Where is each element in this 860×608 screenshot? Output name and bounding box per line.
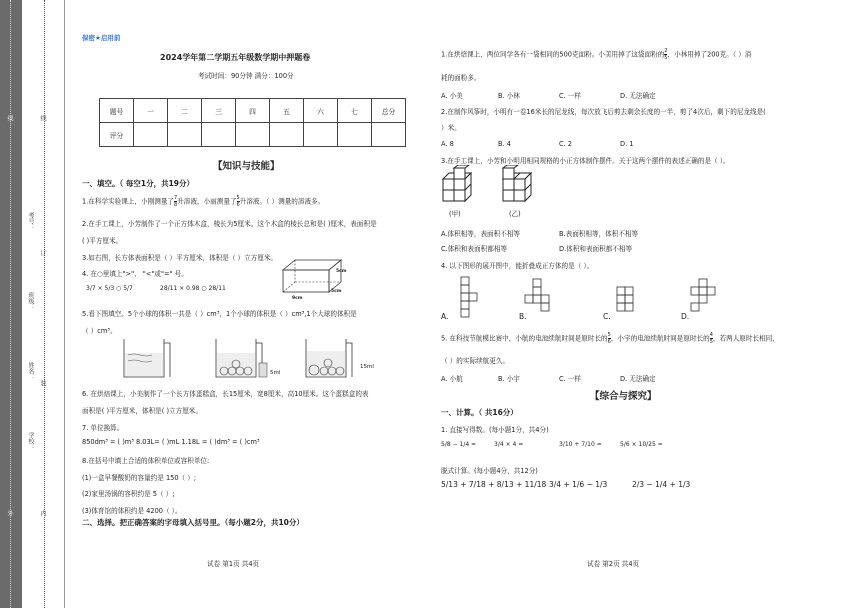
q1-text-a: 1.在科学实验课上，小刚测量了 — [82, 197, 175, 206]
q2-line2: ( )平方厘米。 — [82, 237, 123, 245]
part2-heading: 二、选择。把正确答案的字母填入括号里。（每小题2分，共10分） — [82, 518, 304, 527]
exam-number-label: 考号： — [27, 212, 34, 230]
cuboid-figure — [277, 258, 357, 304]
q6-line2: 面积是( )平方厘米，体积是( )立方厘米。 — [82, 407, 202, 415]
cuboid-depth-label: 5cm — [331, 289, 342, 294]
cut-line-inner — [44, 0, 46, 608]
score-cell: 总分 — [372, 99, 406, 123]
c1-option-a: A. 小美 — [441, 92, 463, 100]
q4-expression-2: 28/11 × 0.98 ○ 28/11 — [160, 285, 226, 292]
q7-expression: 850dm³ = ( )m³ 8.03L= ( )mL 1.18L = ( )dm³ = ( )cm³ — [82, 438, 260, 446]
score-input-cell[interactable] — [236, 123, 270, 147]
calc2-heading: 脱式计算。(每小题4分，共12分) — [441, 467, 538, 475]
score-cell: 二 — [168, 99, 202, 123]
numerator: 4 — [709, 332, 713, 338]
denominator: 8 — [174, 202, 178, 208]
q2-line1: 2.在手工课上，小芳制作了一个正方体木盒，棱长为5厘米。这个木盒的棱长总和是( )厘米，表面积是 — [82, 220, 377, 228]
score-cell: 四 — [236, 99, 270, 123]
class-label: 班级： — [27, 292, 34, 310]
c5-text-b: ，小宇的电池续航时间是原时长的 — [610, 334, 710, 343]
q6-line1: 6. 在烘焙课上，小美制作了一个长方体蛋糕盒，长15厘米，宽8厘米，高10厘米。这个蛋糕盒的表 — [82, 390, 369, 398]
score-cell: 题号 — [100, 99, 134, 123]
net-a-label: A. — [441, 312, 449, 321]
cuboid-width-label: 9cm — [292, 296, 303, 301]
c2-line2: ）米。 — [441, 124, 461, 132]
q5-line1: 5.看下图填空。5个小球的体积一共是（ ）cm³，1个小球的体积是（ ）cm³,1个大球的体积是 — [82, 310, 357, 318]
beaker-with-balls — [306, 339, 352, 377]
confidential-mark: 保密★启用前 — [82, 34, 121, 42]
exam-meta: 考试时间：90分钟 满分：100分 — [198, 72, 294, 80]
net-d-label: D. — [681, 312, 690, 321]
numerator: 5 — [607, 332, 611, 338]
c3: 3.在手工课上，小芳和小明用相同规格的小正方体制作摆件。关于这两个摆件的表述正确的是（ ）。 — [441, 157, 730, 165]
section-explore: 【综合与探究】 — [590, 391, 657, 402]
c1-text-a: 1.在烘焙课上，两位同学各有一袋相同的500克面粉。小美用掉了这袋面粉的 — [441, 50, 665, 59]
stack-jia — [443, 165, 471, 201]
q8-item-3: (3)体育馆的体积约是 4200（ ）。 — [82, 507, 182, 515]
exam-title: 2024学年第二学期五年级数学期中押题卷 — [160, 53, 311, 62]
net-c-label: C. — [603, 312, 611, 321]
score-table-score-row — [100, 123, 406, 147]
part3-heading: 一、计算。（ 共16分） — [441, 408, 518, 417]
denominator: 5 — [709, 339, 713, 345]
q4-expression-1: 3/7 × 5/3 ○ 5/7 — [86, 285, 133, 292]
c2-option-c: C. 2 — [559, 140, 572, 148]
c5-line1 — [441, 332, 779, 345]
c5-text-a: 5. 在科技节航模比赛中，小航的电池续航时间是原时长的 — [441, 334, 608, 343]
c3-option-a: A.体积相等，表面积不相等 — [441, 230, 521, 238]
side-char-line-outer: 线 — [6, 115, 13, 121]
beakers-figure — [120, 333, 360, 383]
c1-option-c: C. 一样 — [559, 92, 581, 100]
calc2-item-1: 5/13 + 7/18 + 8/13 + 11/18 — [441, 480, 547, 489]
q1-text-b: 升溶液，小丽测量了 — [177, 197, 237, 206]
score-input-cell[interactable] — [270, 123, 304, 147]
c5-text-c: ，若两人原时长相同， — [712, 334, 779, 343]
c1-option-d: D. 无法确定 — [620, 92, 656, 100]
c4: 4. 以下图形的展开图中，能折叠成正方体的是（ ）。 — [441, 262, 594, 270]
q4: 4. 在○里填上">"、 "<"或"=" 号。 — [82, 270, 188, 278]
side-char-inner: 内 — [39, 510, 46, 516]
q3: 3.如右图，长方体表面积是（ ）平方厘米，体积是（ ）立方厘米。 — [82, 254, 278, 262]
net-b — [525, 279, 549, 311]
calc1-item-2: 3/4 × 4 = — [494, 441, 524, 448]
side-char-outer: 外 — [6, 510, 13, 516]
c5-option-b: B. 小宇 — [498, 375, 520, 383]
c3-option-b: B.表面积相等，体积不相等 — [559, 230, 639, 238]
q8-item-1: (1)一盒早餐酸奶的容量约是 150（ ）; — [82, 474, 197, 482]
score-input-cell[interactable] — [372, 123, 406, 147]
calc1-heading: 1. 直接写得数。(每小题1分，共4分) — [441, 426, 549, 434]
c1-line2: 耗的面粉多。 — [441, 74, 481, 82]
q8: 8.在括号中填上合适的体积单位或容积单位: — [82, 457, 210, 465]
score-table-header-row — [100, 99, 406, 123]
score-input-cell[interactable] — [304, 123, 338, 147]
net-b-label: B. — [519, 312, 527, 321]
denominator: 5 — [664, 55, 668, 61]
c5-option-c: C. 一样 — [559, 375, 581, 383]
net-a — [461, 277, 477, 317]
q1-text-c: 升溶液。（ ）测量的溶液多。 — [239, 197, 325, 206]
calc1-item-1: 5/8 − 1/4 = — [441, 441, 477, 448]
score-table — [99, 98, 406, 147]
q5-line2: （ ）cm³。 — [82, 327, 117, 335]
page-footer-right: 试卷 第2页 共4页 — [587, 560, 640, 568]
c1-line1 — [441, 48, 751, 61]
score-row-label: 评分 — [100, 123, 134, 147]
stack-yi-caption: (乙) — [509, 210, 521, 218]
part1-heading: 一、填空。（ 每空1分，共19分） — [82, 179, 195, 188]
beaker-5ml-label: 5ml — [270, 370, 281, 376]
score-input-cell[interactable] — [168, 123, 202, 147]
numerator: 7 — [174, 195, 178, 201]
beaker-with-small-balls — [216, 339, 267, 377]
name-label: 姓名： — [27, 362, 34, 380]
section-knowledge: 【知识与技能】 — [213, 161, 280, 172]
c2-option-b: B. 4 — [498, 140, 511, 148]
side-char-line: 线 — [39, 115, 46, 121]
stack-yi — [503, 165, 531, 201]
numerator: 2 — [664, 48, 668, 54]
denominator: 6 — [607, 339, 611, 345]
beaker-empty — [124, 339, 170, 377]
q8-item-2: (2)家里汤锅的容积约是 5（ ）; — [82, 490, 175, 498]
side-char-pack: 装 — [39, 380, 46, 386]
school-label: 学校： — [27, 432, 34, 450]
score-cell: 三 — [202, 99, 236, 123]
q7: 7. 单位换算。 — [82, 424, 124, 432]
score-input-cell[interactable] — [134, 123, 168, 147]
cuboid-height-label: 5cm — [336, 269, 347, 274]
denominator: 6 — [236, 202, 240, 208]
calc2-item-2: 3/4 + 1/6 − 1/3 — [549, 480, 608, 489]
score-cell: 七 — [338, 99, 372, 123]
c2-option-d: D. 1 — [620, 140, 634, 148]
score-input-cell[interactable] — [202, 123, 236, 147]
c2-option-a: A. 8 — [441, 140, 454, 148]
c1-text-b: ，小林用掉了200克。（ ）消 — [667, 50, 752, 59]
numerator: 5 — [236, 195, 240, 201]
net-c — [617, 287, 633, 311]
c5-line2: （ ）的实际续航更久。 — [441, 357, 510, 365]
c1-option-b: B. 小林 — [498, 92, 520, 100]
cube-stacks-figure — [441, 165, 546, 211]
q1 — [82, 195, 324, 208]
c5-option-d: D. 无法确定 — [620, 375, 656, 383]
score-cell: 一 — [134, 99, 168, 123]
side-char-bind: 订 — [39, 250, 46, 256]
score-cell: 六 — [304, 99, 338, 123]
cut-line-outer — [10, 0, 12, 608]
page-footer-left: 试卷 第1页 共4页 — [207, 560, 260, 568]
stack-jia-caption: (甲) — [449, 210, 461, 218]
calc1-item-3: 3/10 + 7/10 = — [559, 441, 602, 448]
c5-option-a: A. 小航 — [441, 375, 463, 383]
c3-option-d: D.体积和表面积都不相等 — [559, 245, 633, 253]
net-d — [691, 279, 715, 311]
score-input-cell[interactable] — [338, 123, 372, 147]
score-cell: 五 — [270, 99, 304, 123]
c3-option-c: C.体积和表面积都相等 — [441, 245, 508, 253]
c2-line1: 2.在制作风筝时，小明有一卷16米长的尼龙线，每次放飞后剪去剩余长度的一半，剪了4次后，剩下的尼龙线是( — [441, 108, 766, 116]
beaker-15ml-label: 15ml — [360, 364, 374, 370]
calc1-item-4: 5/6 × 10/25 = — [620, 441, 663, 448]
calc2-item-3: 2/3 − 1/4 + 1/3 — [632, 480, 691, 489]
